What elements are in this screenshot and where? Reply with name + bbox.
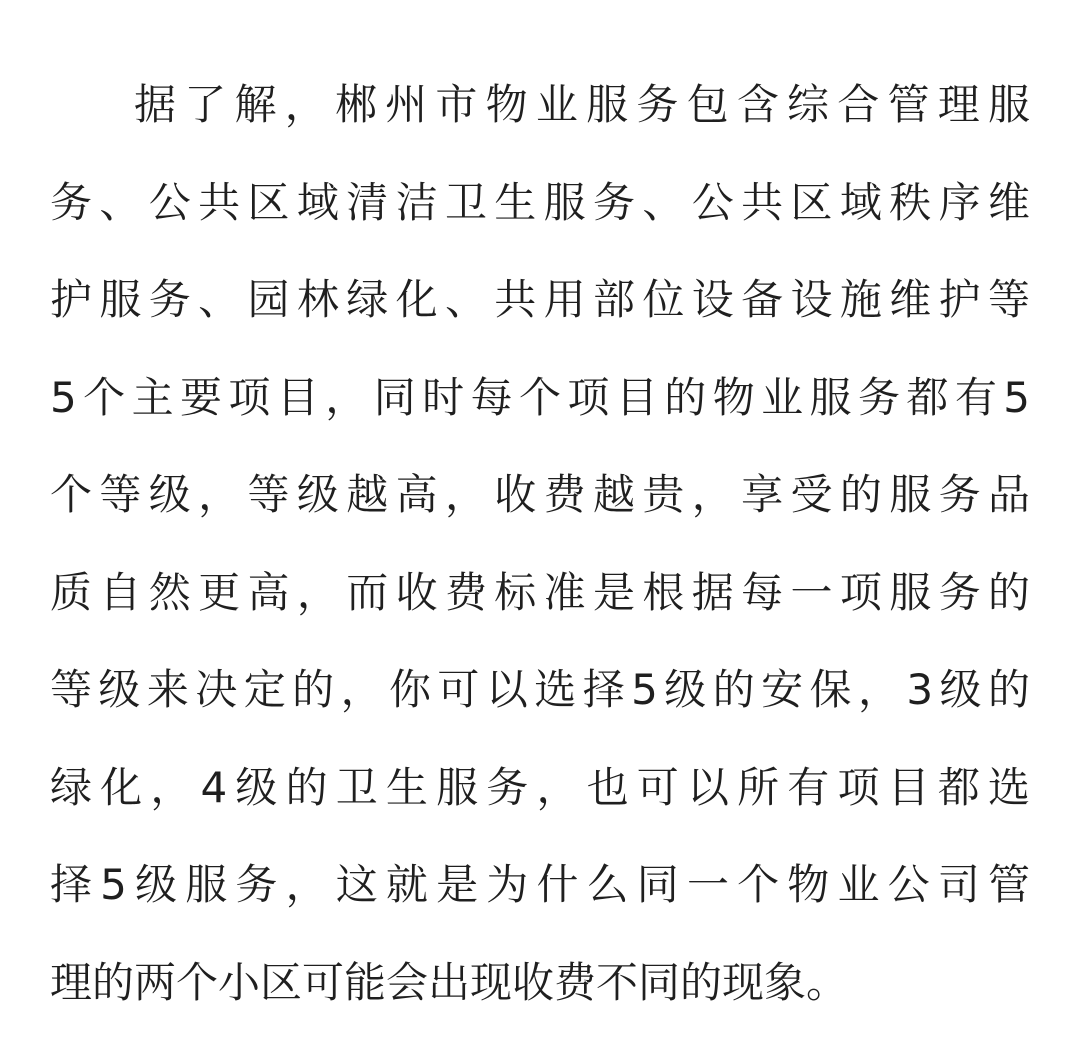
paragraph-line-5: 个等级，等级越高，收费越贵，享受的服务品	[50, 470, 1030, 519]
paragraph-line-2: 务、公共区域清洁卫生服务、公共区域秩序维	[50, 177, 1030, 227]
paragraph-line-6: 质自然更高，而收费标准是根据每一项服务的	[50, 567, 1030, 617]
paragraph-line-10: 理的两个小区可能会出现收费不同的现象。	[50, 957, 849, 1007]
paragraph-line-4: 5个主要项目，同时每个项目的物业服务都有5	[50, 372, 1030, 422]
paragraph-line-3: 护服务、园林绿化、共用部位设备设施维护等	[50, 275, 1030, 324]
paragraph-line-1: 据了解，郴州市物业服务包含综合管理服	[134, 80, 1030, 129]
paragraph-line-9: 择5级服务，这就是为什么同一个物业公司管	[50, 860, 1030, 909]
paragraph-line-7: 等级来决定的，你可以选择5级的安保，3级的	[50, 665, 1030, 714]
article-paragraph	[50, 56, 1030, 1031]
paragraph-line-8: 绿化，4级的卫生服务，也可以所有项目都选	[50, 762, 1030, 812]
